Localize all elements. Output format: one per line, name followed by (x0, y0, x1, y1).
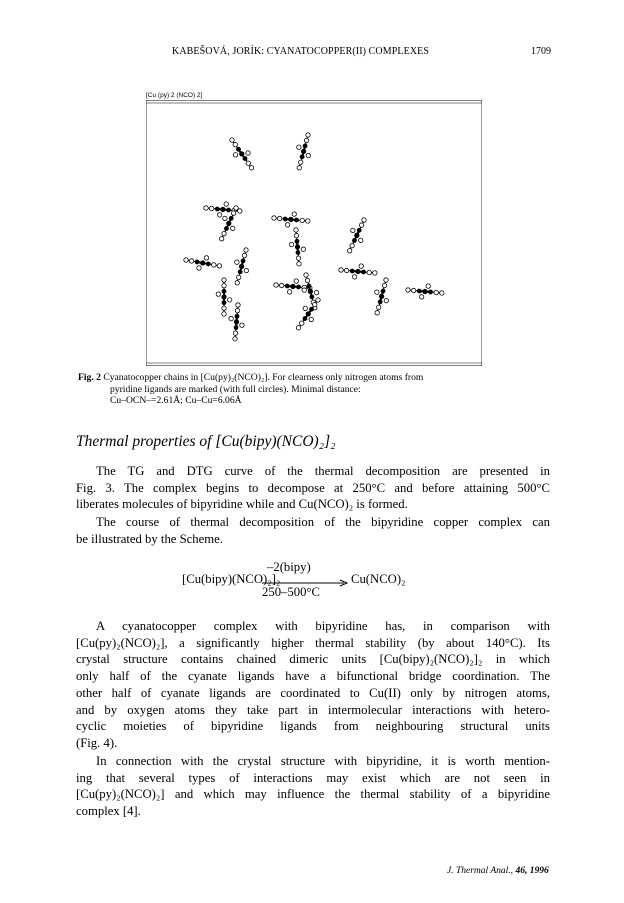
text-line: other half of cyanate ligands are coordinated to Cu(II) only by nitrogen atoms, (76, 685, 550, 700)
chain-fragment (225, 137, 258, 170)
paragraph (76, 618, 550, 752)
chain-fragment (291, 272, 330, 311)
scheme-product: Cu(NCO)₂ (351, 572, 406, 586)
text-line: and by oxygen atoms they take part in intermolecular interactions with hetero- (76, 702, 550, 717)
chain-fragment (292, 297, 325, 330)
text-line: [Cu(py)₂(NCO)₂], a significantly higher thermal stability (by about 140°C). Its (76, 635, 550, 650)
text-line: A cyanatocopper complex with bipyridine has, in comparison with (96, 619, 550, 633)
chain-fragment (271, 199, 311, 239)
paragraph (76, 753, 550, 820)
caption-line: Cyanatocopper chains in [Cu(py)₂(NCO)₂]. For clearness only nitrogen atoms from (103, 372, 424, 383)
caption-line: pyridine ligands are marked (with full circles). Minimal distance: (110, 383, 361, 395)
text-line: ing that several types of interactions may exist which are not seen in (76, 770, 550, 785)
scheme-reactant: [Cu(bipy)(NCO)₂]₂ (182, 572, 281, 586)
text-line: complex [4]. (76, 804, 141, 819)
chain-fragment (183, 243, 223, 283)
figure-caption (78, 372, 548, 407)
figure-label: [Cu (py) 2 (NCO) 2] (146, 92, 203, 99)
text-line: crystal structure contains chained dimeric units [Cu(bipy)₂(NCO)₂]₂ in which (76, 652, 550, 667)
chain-fragment (284, 132, 323, 171)
text-line: The TG and DTG curve of the thermal decomposition are presented in (96, 464, 550, 478)
page-header (0, 46, 624, 62)
text-line: be illustrated by the Scheme. (76, 531, 223, 546)
text-line: cyclic moieties of bipyridine ligands from neighbouring structural units (76, 719, 550, 734)
chain-fragment (338, 251, 378, 291)
scheme-below-arrow: 250–500°C (262, 585, 320, 599)
paragraph (76, 463, 550, 513)
text-line: (Fig. 4). (76, 735, 118, 750)
scheme-above-arrow: –2(bipy) (267, 560, 311, 574)
text-line: Fig. 3. The complex begins to decompose at 250°C and before attaining 500°C (76, 480, 550, 495)
chain-fragment (339, 217, 375, 253)
page-number: 1709 (531, 46, 551, 57)
section-heading: Thermal properties of [Cu(bipy)(NCO)₂]₂ (76, 433, 336, 450)
chain-fragment (362, 277, 401, 316)
chain-fragment (222, 247, 261, 286)
text-line: liberates molecules of bipyridine while and Cu(NCO)₂ is formed. (76, 497, 408, 512)
text-line: In connection with the crystal structure with bipyridine, it is worth mention- (96, 754, 550, 768)
journal-footer (447, 866, 549, 876)
crystal-structure-figure (146, 100, 482, 366)
journal-name: J. Thermal Anal., (447, 866, 514, 876)
running-title: KABEŠOVÁ, JORÍK: CYANATOCOPPER(II) COMPLEXES (172, 46, 430, 57)
text-line: [Cu(py)₂(NCO)₂] and which may influence the thermal stability of a bipyridine (76, 787, 550, 802)
caption-label: Fig. 2 (78, 372, 101, 383)
reaction-scheme (0, 560, 624, 606)
chain-fragment (277, 227, 317, 267)
chain-fragment (405, 271, 445, 311)
journal-volume-year: 46, 1996 (515, 866, 549, 876)
text-line: The course of thermal decomposition of the bipyridine copper complex can (96, 515, 550, 529)
text-line: only half of the cyanate ligands have a bifunctional bridge coordination. The (76, 669, 550, 684)
caption-line: Cu–OCN–=2.61Å; Cu–Cu=6.06Å (110, 395, 242, 407)
paragraph (76, 514, 550, 547)
